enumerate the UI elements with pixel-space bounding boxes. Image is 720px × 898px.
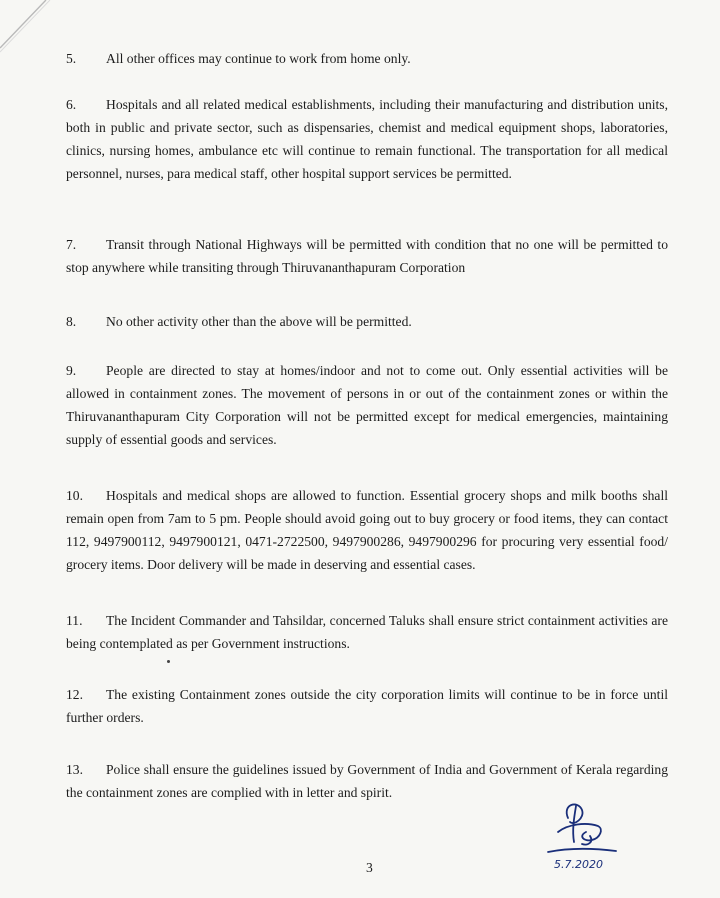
paragraph-number: 9. [66, 363, 77, 378]
paragraph-text: Police shall ensure the guidelines issued by Government of India and Government of Kerala regarding the containment zones are complied with in letter and spirit. [66, 762, 668, 800]
page-corner-fold [0, 0, 60, 60]
paragraph-number: 8. [66, 314, 77, 329]
signature [528, 796, 628, 876]
paragraph-5 [66, 47, 668, 70]
paragraph-7 [66, 233, 668, 279]
paragraph-number: 12. [66, 687, 83, 702]
stray-ink-dot [167, 660, 170, 663]
paragraph-number: 6. [66, 97, 77, 112]
paragraph-text: The Incident Commander and Tahsildar, concerned Taluks shall ensure strict containment activities are being contemplated as per Government instructions. [66, 613, 668, 651]
paragraph-12 [66, 683, 668, 729]
paragraph-8 [66, 310, 668, 333]
paragraph-text: No other activity other than the above will be permitted. [106, 314, 412, 329]
document-page [66, 0, 668, 898]
paragraph-text: Transit through National Highways will be permitted with condition that no one will be permitted to stop anywhere while transiting through Thiruvananthapuram Corporation [66, 237, 668, 275]
paragraph-text: The existing Containment zones outside the city corporation limits will continue to be in force until further orders. [66, 687, 668, 725]
paragraph-11 [66, 609, 668, 655]
paragraph-number: 10. [66, 488, 83, 503]
paragraph-9 [66, 359, 668, 451]
paragraph-number: 11. [66, 613, 83, 628]
page-number: 3 [366, 860, 373, 875]
paragraph-10 [66, 484, 668, 576]
signature-date: 5.7.2020 [554, 858, 603, 871]
paragraph-text: All other offices may continue to work from home only. [106, 51, 411, 66]
paragraph-text: Hospitals and all related medical establishments, including their manufacturing and distribution units, both in public and private sector, such as dispensaries, chemist and medical equipment shops, laboratories, clinics, nursing homes, ambulance etc will continue to remain functional. The transportation for all medical personnel, nurses, para medical staff, other hospital support services be permitted. [66, 97, 668, 181]
paragraph-number: 13. [66, 762, 83, 777]
paragraph-text: Hospitals and medical shops are allowed to function. Essential grocery shops and milk booths shall remain open from 7am to 5 pm. People should avoid going out to buy grocery or food items, they can contact 112, 9497900112, 9497900121, 0471-2722500, 9497900286, 9497900296 for procuring very essential food/ grocery items. Door delivery will be made in deserving and essential cases. [66, 488, 668, 572]
paragraph-text: People are directed to stay at homes/indoor and not to come out. Only essential activities will be allowed in containment zones. The movement of persons in or out of the containment zones or within the Thiruvananthapuram City Corporation will not be permitted except for medical emergencies, maintaining supply of essential goods and services. [66, 363, 668, 447]
paragraph-6 [66, 93, 668, 185]
paragraph-number: 7. [66, 237, 77, 252]
paragraph-number: 5. [66, 51, 77, 66]
